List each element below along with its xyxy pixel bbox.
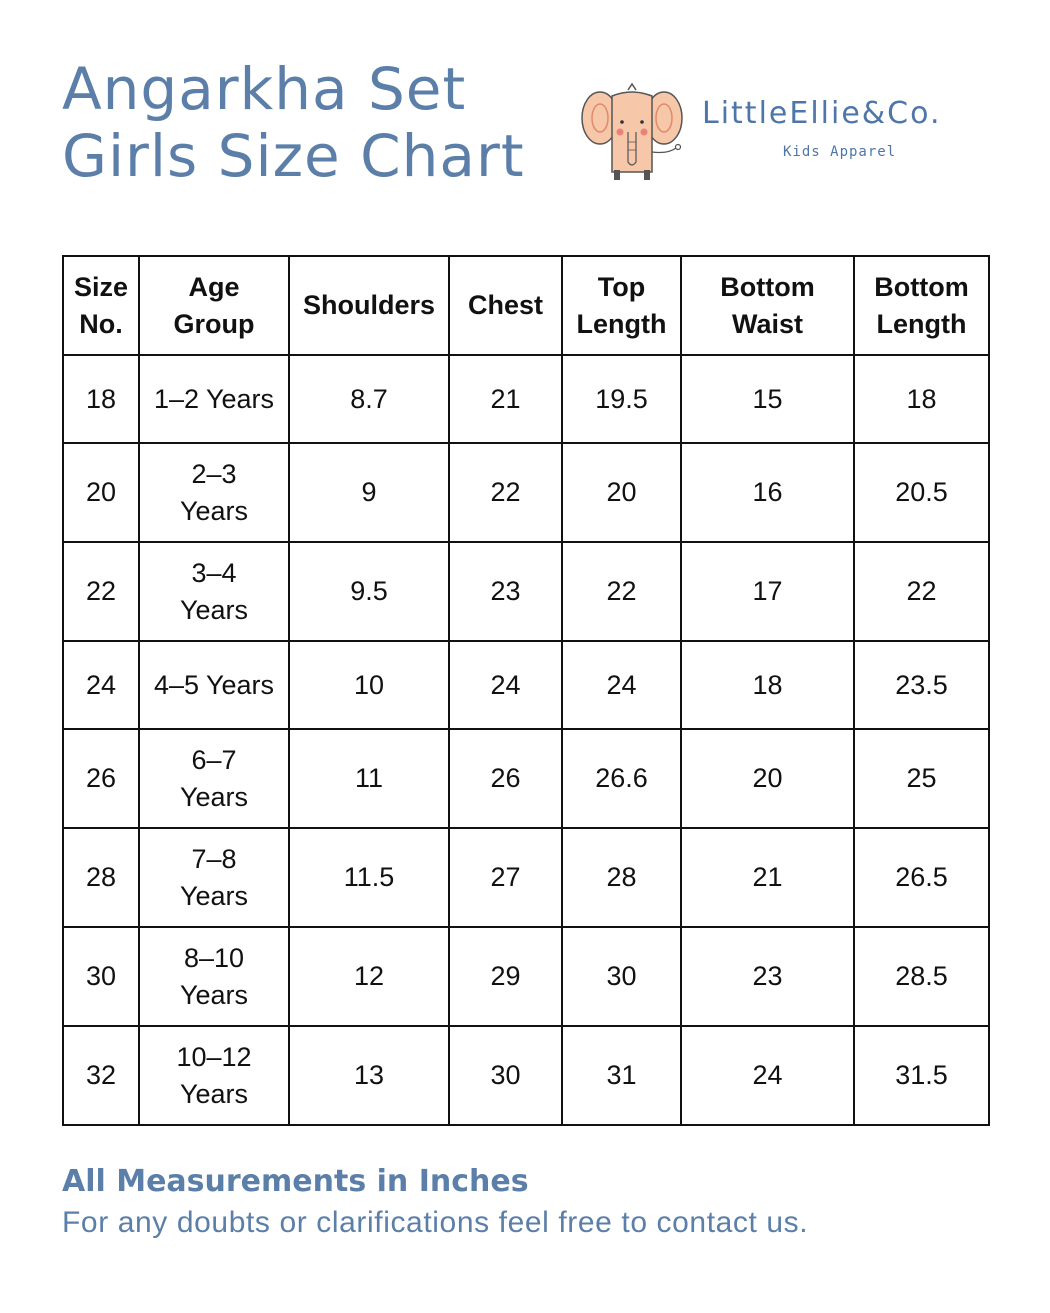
- cell-shoulders: 13: [289, 1026, 449, 1125]
- header-shoulders: Shoulders: [289, 256, 449, 355]
- cell-age: 7–8 Years: [139, 828, 289, 927]
- cell-chest: 22: [449, 443, 562, 542]
- cell-size: 24: [63, 641, 139, 729]
- header-age-group: Age Group: [139, 256, 289, 355]
- cell-top-length: 22: [562, 542, 681, 641]
- cell-size: 18: [63, 355, 139, 443]
- header-top-length: Top Length: [562, 256, 681, 355]
- cell-age: 1–2 Years: [139, 355, 289, 443]
- page-title: [62, 56, 525, 190]
- cell-size: 30: [63, 927, 139, 1026]
- cell-bottom-length: 18: [854, 355, 989, 443]
- cell-age: 2–3 Years: [139, 443, 289, 542]
- cell-size: 20: [63, 443, 139, 542]
- cell-size: 26: [63, 729, 139, 828]
- brand-tagline: Kids Apparel: [783, 144, 897, 160]
- cell-chest: 27: [449, 828, 562, 927]
- cell-top-length: 19.5: [562, 355, 681, 443]
- cell-age: 10–12 Years: [139, 1026, 289, 1125]
- header-size-no: Size No.: [63, 256, 139, 355]
- cell-age: 6–7 Years: [139, 729, 289, 828]
- table-row: [63, 542, 989, 641]
- cell-bottom-waist: 16: [681, 443, 854, 542]
- brand-name: LittleEllie&Co.: [702, 96, 942, 131]
- brand-logo: [578, 82, 998, 192]
- cell-top-length: 28: [562, 828, 681, 927]
- cell-bottom-length: 23.5: [854, 641, 989, 729]
- header-chest: Chest: [449, 256, 562, 355]
- table-row: [63, 927, 989, 1026]
- cell-bottom-length: 26.5: [854, 828, 989, 927]
- cell-top-length: 24: [562, 641, 681, 729]
- cell-size: 32: [63, 1026, 139, 1125]
- cell-bottom-length: 22: [854, 542, 989, 641]
- cell-bottom-waist: 24: [681, 1026, 854, 1125]
- cell-top-length: 26.6: [562, 729, 681, 828]
- cell-bottom-waist: 18: [681, 641, 854, 729]
- cell-chest: 24: [449, 641, 562, 729]
- cell-chest: 30: [449, 1026, 562, 1125]
- cell-shoulders: 9.5: [289, 542, 449, 641]
- header-bottom-length: Bottom Length: [854, 256, 989, 355]
- table-row: [63, 828, 989, 927]
- elephant-icon: [578, 82, 693, 187]
- units-note: All Measurements in Inches: [62, 1164, 529, 1199]
- table-header-row: [63, 256, 989, 355]
- cell-shoulders: 11: [289, 729, 449, 828]
- cell-bottom-length: 25: [854, 729, 989, 828]
- cell-bottom-length: 20.5: [854, 443, 989, 542]
- size-chart-table: [62, 255, 990, 1126]
- table-row: [63, 641, 989, 729]
- cell-shoulders: 8.7: [289, 355, 449, 443]
- cell-chest: 29: [449, 927, 562, 1026]
- cell-age: 4–5 Years: [139, 641, 289, 729]
- title-line-2: Girls Size Chart: [62, 122, 525, 190]
- cell-bottom-waist: 17: [681, 542, 854, 641]
- cell-shoulders: 10: [289, 641, 449, 729]
- cell-bottom-waist: 23: [681, 927, 854, 1026]
- cell-size: 28: [63, 828, 139, 927]
- cell-chest: 21: [449, 355, 562, 443]
- cell-shoulders: 11.5: [289, 828, 449, 927]
- table-row: [63, 355, 989, 443]
- cell-top-length: 20: [562, 443, 681, 542]
- cell-age: 8–10 Years: [139, 927, 289, 1026]
- cell-shoulders: 12: [289, 927, 449, 1026]
- table-row: [63, 729, 989, 828]
- cell-top-length: 30: [562, 927, 681, 1026]
- cell-chest: 23: [449, 542, 562, 641]
- cell-shoulders: 9: [289, 443, 449, 542]
- cell-bottom-waist: 15: [681, 355, 854, 443]
- table-row: [63, 443, 989, 542]
- contact-note: For any doubts or clarifications feel free to contact us.: [62, 1206, 809, 1239]
- table-row: [63, 1026, 989, 1125]
- cell-top-length: 31: [562, 1026, 681, 1125]
- cell-bottom-length: 28.5: [854, 927, 989, 1026]
- title-line-1: Angarkha Set: [62, 55, 467, 123]
- cell-bottom-waist: 21: [681, 828, 854, 927]
- cell-chest: 26: [449, 729, 562, 828]
- cell-bottom-length: 31.5: [854, 1026, 989, 1125]
- cell-size: 22: [63, 542, 139, 641]
- cell-age: 3–4 Years: [139, 542, 289, 641]
- header-bottom-waist: Bottom Waist: [681, 256, 854, 355]
- cell-bottom-waist: 20: [681, 729, 854, 828]
